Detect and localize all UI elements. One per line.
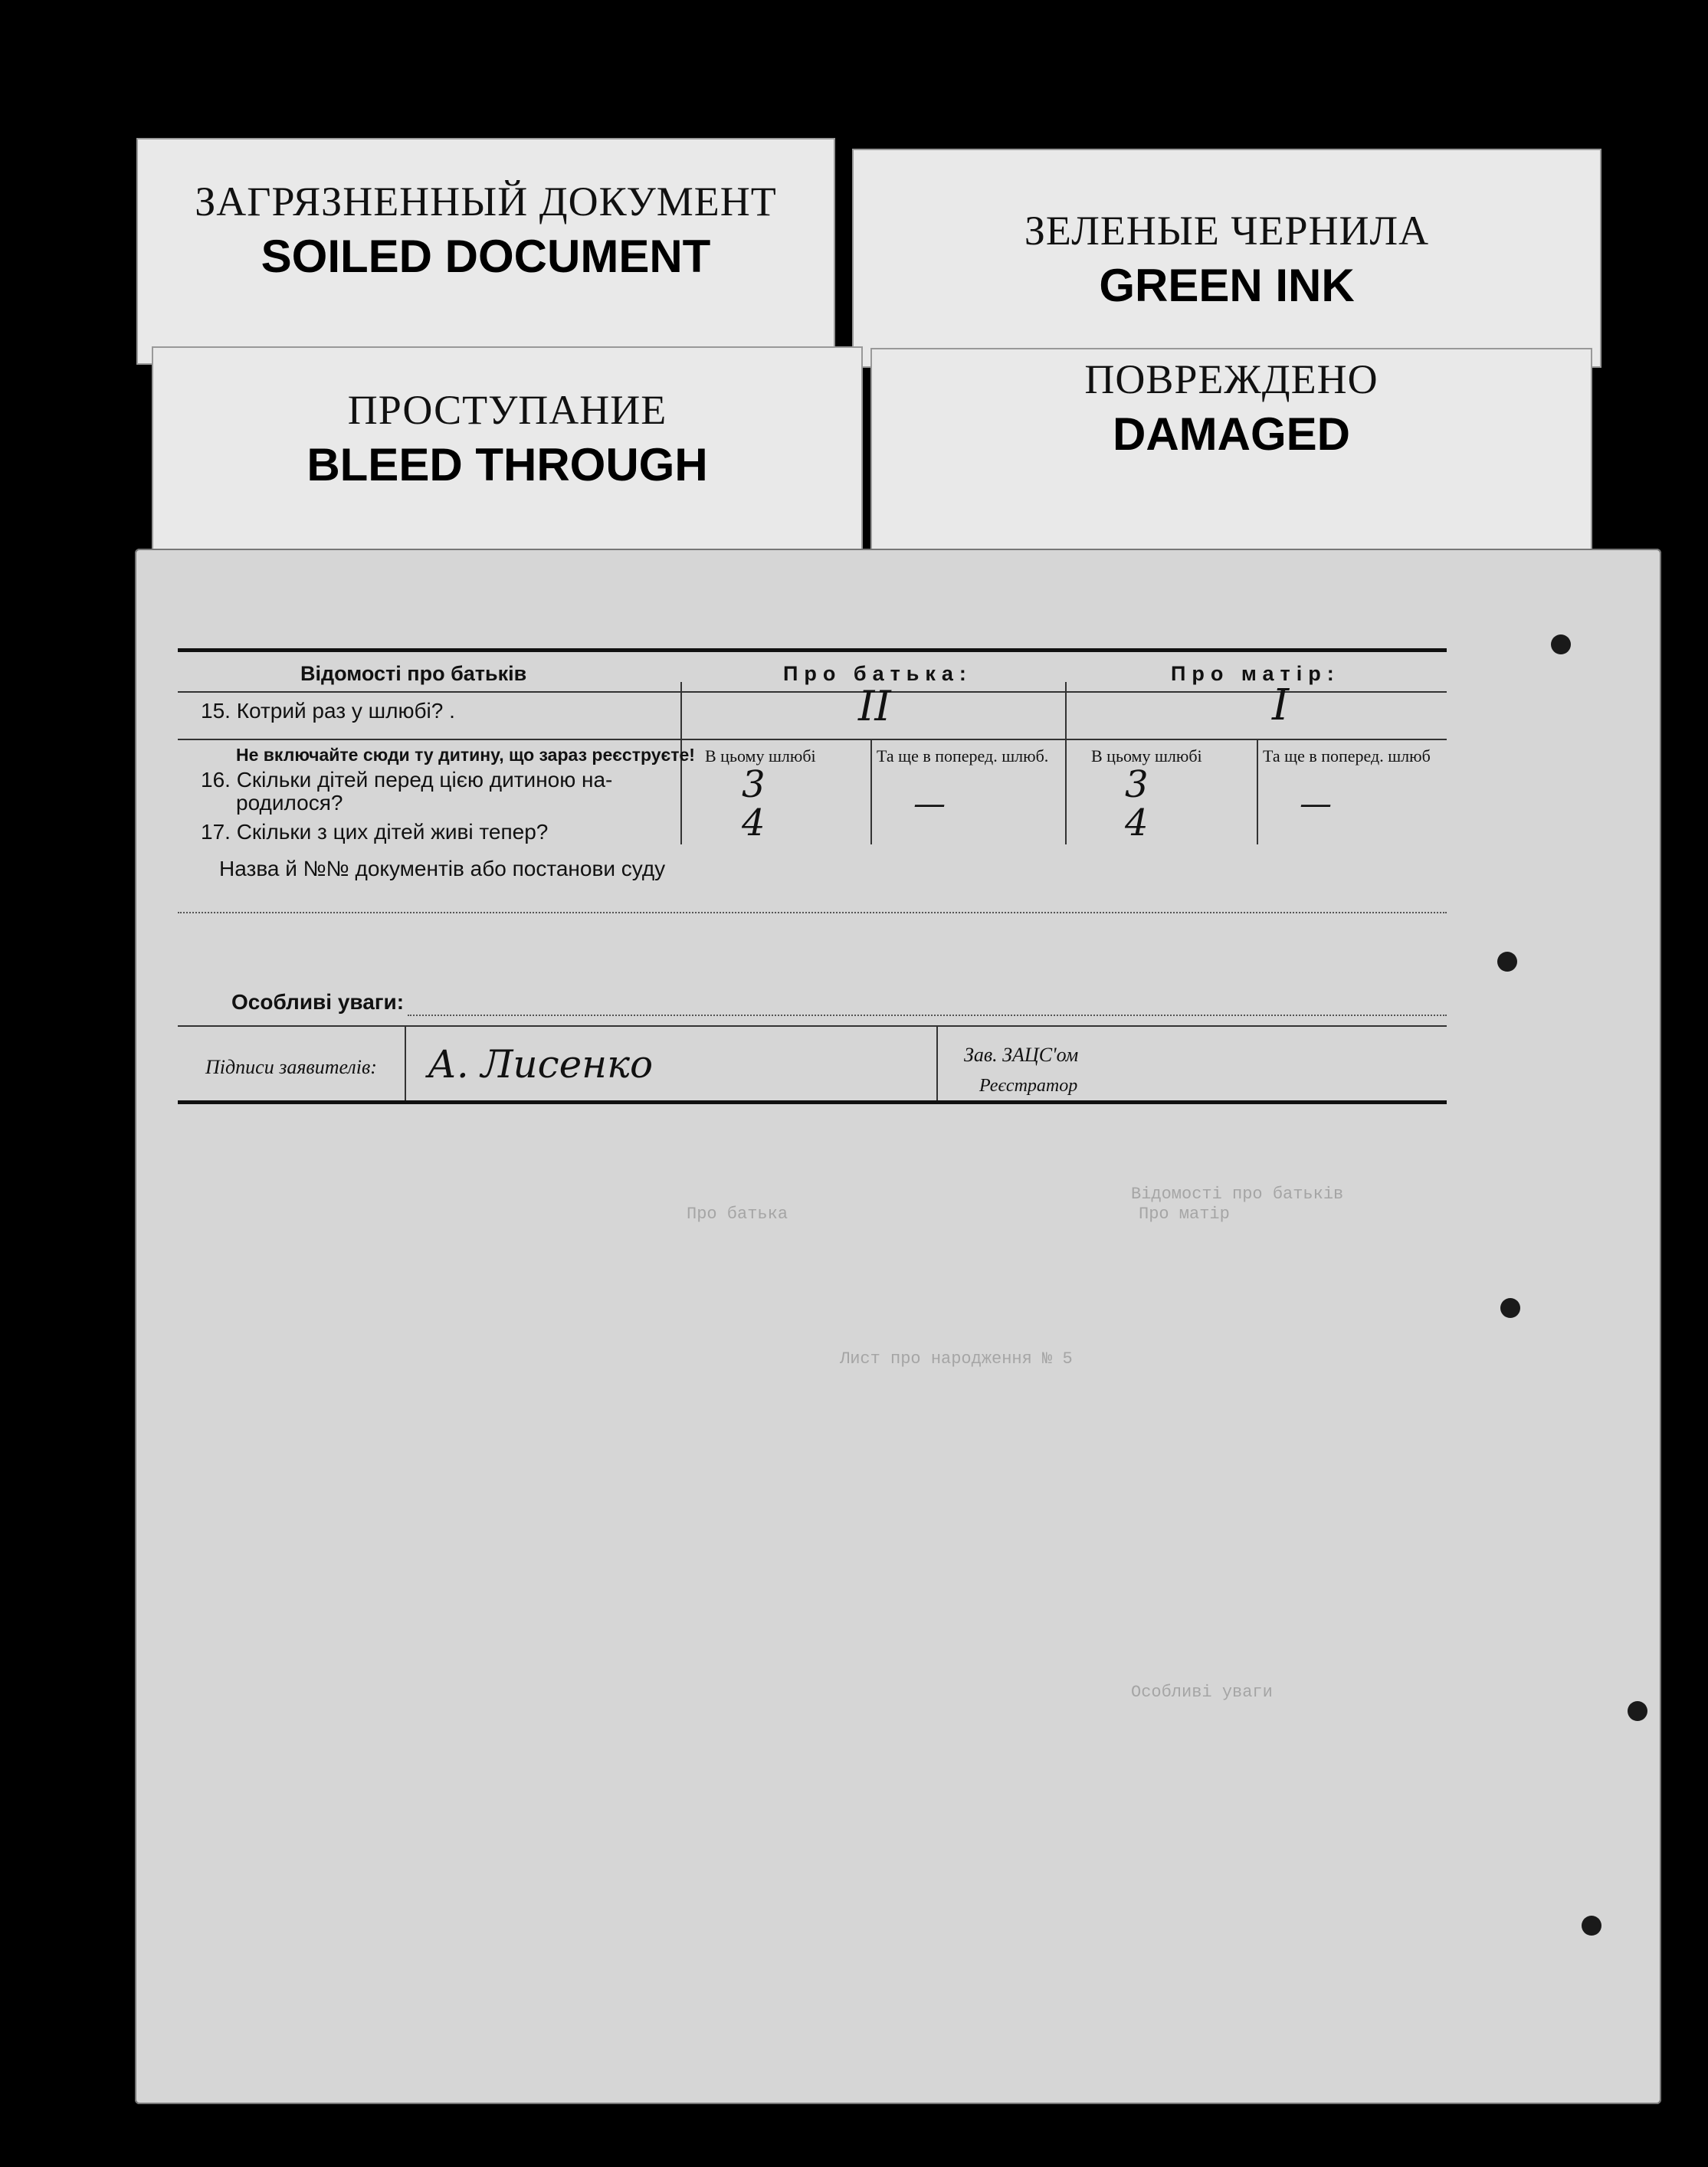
question-16-father-prev: —: [913, 785, 946, 822]
label-soiled-ru: ЗАГРЯЗНЕННЫЙ ДОКУМЕНТ: [195, 179, 777, 225]
column-divider: [1257, 740, 1258, 844]
bleed-text-2: Відомості про батьків: [1131, 1185, 1344, 1204]
signature-divider: [936, 1025, 938, 1100]
punch-hole: [1551, 634, 1571, 654]
zags-head-label: Зав. ЗАЦС'ом: [964, 1044, 1079, 1066]
punch-hole: [1628, 1701, 1647, 1721]
label-card-bleed-through: [152, 346, 863, 553]
question-17-father-this: 4: [742, 802, 765, 844]
header-father: Про батька:: [783, 662, 972, 685]
header-parents-info: Відомості про батьків: [300, 662, 527, 685]
label-green-ru: ЗЕЛЕНЫЕ ЧЕРНИЛА: [1024, 208, 1430, 254]
label-bleed-en: BLEED THROUGH: [307, 439, 708, 490]
punch-hole: [1582, 1916, 1601, 1936]
label-damaged-ru: ПОВРЕЖДЕНО: [1084, 356, 1379, 402]
documents-line: [178, 912, 1447, 913]
document-sheet: [135, 549, 1661, 2104]
column-prev-marriage-father: Та ще в поперед. шлюб.: [877, 746, 1049, 765]
question-15-label: 15. Котрий раз у шлюбі? .: [201, 699, 455, 723]
question-15-father-answer: II: [858, 682, 891, 730]
form-bottom-rule: [178, 1100, 1447, 1104]
question-16-father-this: 3: [742, 763, 765, 806]
punch-hole: [1497, 952, 1517, 972]
remarks-label: Особливі уваги:: [231, 990, 405, 1014]
label-card-green-ink: [852, 149, 1601, 368]
label-green-en: GREEN INK: [1099, 260, 1355, 311]
label-damaged-en: DAMAGED: [1113, 408, 1350, 460]
documents-label: Назва й №№ документів або постанови суду: [219, 857, 666, 880]
header-rule: [178, 691, 1447, 693]
column-this-marriage-father: В цьому шлюбі: [705, 746, 816, 765]
registrar-label: Реєстратор: [979, 1076, 1078, 1096]
bleed-text-5: Особливі уваги: [1131, 1683, 1273, 1702]
signature-divider: [405, 1025, 406, 1100]
label-card-soiled: [136, 138, 835, 365]
row-rule: [178, 739, 1447, 740]
label-soiled-en: SOILED DOCUMENT: [261, 231, 711, 282]
label-card-damaged: [870, 348, 1592, 550]
exclusion-note: Не включайте сюди ту дитину, що зараз реєструєте!: [236, 745, 695, 765]
question-15-mother-answer: I: [1272, 680, 1290, 730]
question-17-mother-this: 4: [1125, 802, 1149, 844]
column-prev-marriage-mother: Та ще в поперед. шлюб: [1263, 746, 1431, 765]
bleed-text-4: Про матір: [1139, 1205, 1230, 1224]
question-16-mother-prev: —: [1300, 785, 1332, 822]
column-divider: [870, 740, 872, 844]
column-this-marriage-mother: В цьому шлюбі: [1091, 746, 1202, 765]
column-divider: [1065, 682, 1067, 844]
punch-hole: [1500, 1298, 1520, 1318]
question-16-label-line2: родилося?: [236, 791, 343, 815]
question-16-mother-this: 3: [1125, 763, 1149, 806]
question-17-label: 17. Скільки з цих дітей живі тепер?: [201, 820, 549, 844]
applicant-signature: А. Лисенко: [428, 1042, 654, 1087]
signature-top-rule: [178, 1025, 1447, 1027]
form-top-rule: [178, 648, 1447, 652]
question-16-label-line1: 16. Скільки дітей перед цією дитиною на-: [201, 768, 613, 792]
remarks-line: [408, 1015, 1447, 1016]
bleed-text-1: Лист про народження № 5: [840, 1349, 1073, 1369]
bleed-text-3: Про батька: [687, 1205, 788, 1224]
label-bleed-ru: ПРОСТУПАНИЕ: [347, 387, 667, 433]
header-mother: Про матір:: [1171, 662, 1340, 685]
signatures-label: Підписи заявителів:: [205, 1056, 377, 1078]
